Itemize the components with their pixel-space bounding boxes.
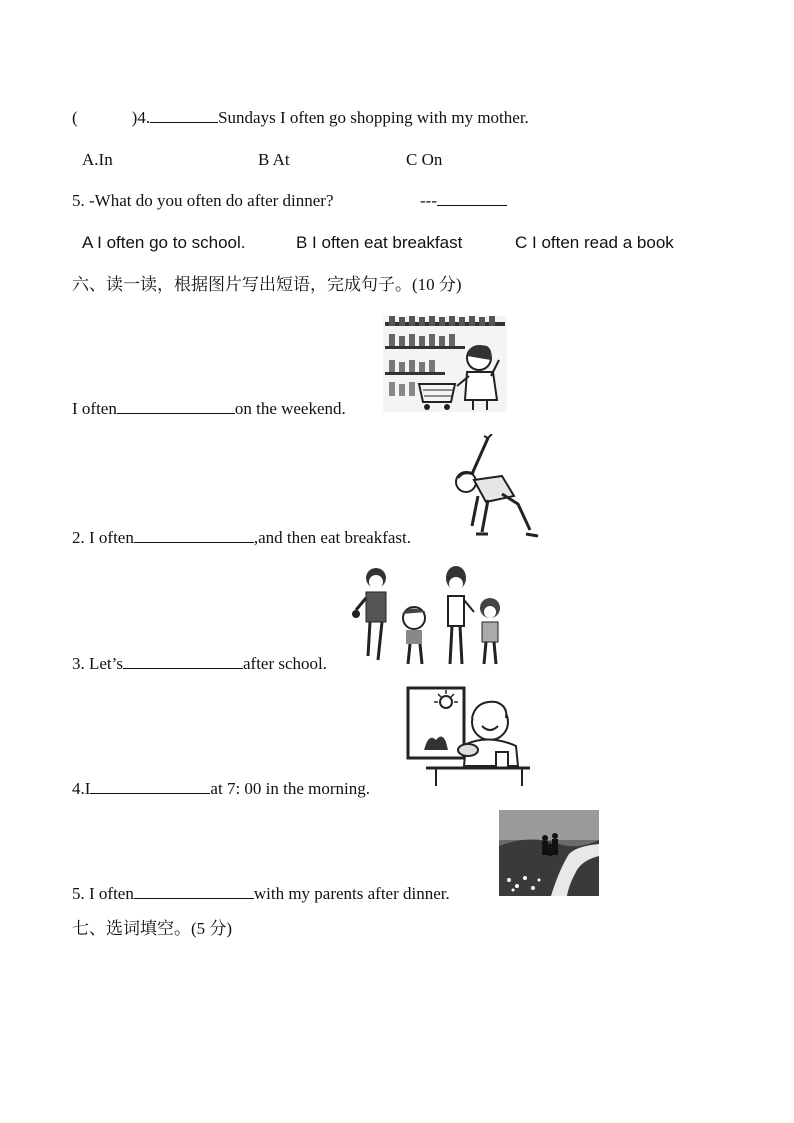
option-c: C On xyxy=(406,150,443,169)
answer-blank[interactable] xyxy=(123,654,243,669)
answer-blank[interactable] xyxy=(150,108,218,123)
supermarket-picture xyxy=(383,316,507,412)
exercise-picture xyxy=(448,434,540,542)
sentence-end: at 7: 00 in the morning. xyxy=(210,779,371,798)
question-text: 5. -What do you often do after dinner? xyxy=(72,191,334,210)
sentence-5 xyxy=(72,884,450,904)
answer-blank[interactable] xyxy=(437,191,507,206)
option-a: A.In xyxy=(82,150,113,169)
sentence-start: 3. Let’s xyxy=(72,654,123,673)
sentence-end: with my parents after dinner. xyxy=(253,884,450,903)
sentence-2 xyxy=(72,528,411,548)
sentence-end: after school. xyxy=(243,654,328,673)
question-text: Sundays I often go shopping with my mother. xyxy=(218,108,529,127)
sentence-4 xyxy=(72,779,370,799)
answer-blank[interactable] xyxy=(134,528,254,543)
question-5-answer xyxy=(420,191,507,211)
sentence-start: I often xyxy=(72,399,117,418)
question-number: )4. xyxy=(131,108,151,127)
option-b: B I often eat breakfast xyxy=(296,233,463,252)
breakfast-picture xyxy=(406,686,530,790)
ping-pong-picture xyxy=(352,564,504,668)
answer-blank[interactable] xyxy=(134,884,254,899)
option-b: B At xyxy=(258,150,290,169)
question-5 xyxy=(72,191,334,211)
sentence-3 xyxy=(72,654,327,674)
answer-prefix: --- xyxy=(420,191,437,210)
answer-blank[interactable] xyxy=(117,399,235,414)
sentence-end: on the weekend. xyxy=(234,399,346,418)
section-7-heading: 七、选词填空。(5 分) xyxy=(72,919,233,938)
sentence-start: 5. I often xyxy=(72,884,134,903)
sentence-1 xyxy=(72,399,346,419)
option-c: C I often read a book xyxy=(515,233,674,252)
question-4 xyxy=(72,108,529,128)
walk-picture xyxy=(499,810,599,896)
option-a: A I often go to school. xyxy=(82,233,246,252)
sentence-start: 4.I xyxy=(72,779,91,798)
section-6-heading: 六、读一读，根据图片写出短语，完成句子。(10 分) xyxy=(72,275,462,294)
paren-open: ( xyxy=(72,108,78,127)
sentence-start: 2. I often xyxy=(72,528,134,547)
answer-blank[interactable] xyxy=(90,779,210,794)
sentence-end: ,and then eat breakfast. xyxy=(253,528,412,547)
